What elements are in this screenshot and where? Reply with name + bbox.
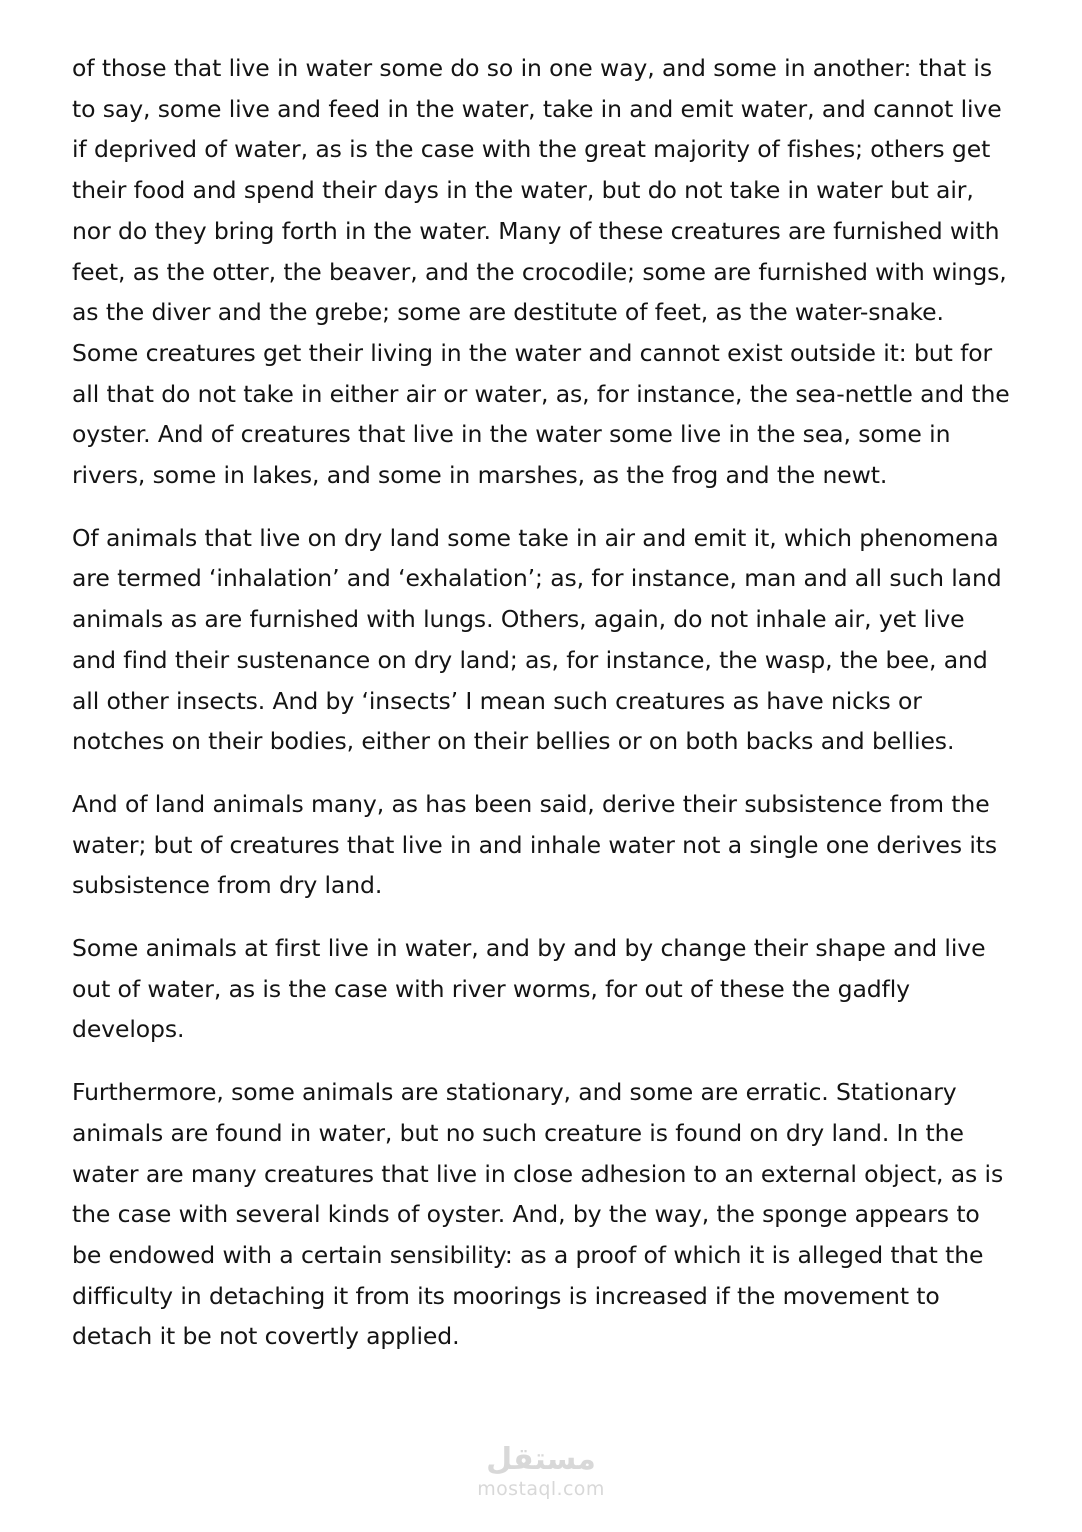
paragraph: Some animals at first live in water, and by and by change their shape and live out of water, as is the case with river worms, for out of these the gadfly develops. [72, 934, 986, 1044]
paragraph: Of animals that live on dry land some take in air and emit it, which phenomena are termed ‘inhalation’ and ‘exhalation’; as, for instance, man and all such land animals as are furnished with lungs. Others, again, do not inhale air, yet live and find their sustenance on dry land; as, for instance, the wasp, the bee, and all other insects. And by ‘insects’ I mean such creatures as have nicks or notches on their bodies, either on their bellies or on both backs and bellies. [72, 523, 1002, 756]
watermark [0, 1443, 1082, 1502]
watermark-logo-text: مستقل [486, 1441, 596, 1477]
paragraph: of those that live in water some do so in one way, and some in another: that is to say, some live and feed in the water, take in and emit water, and cannot live if deprived of water, as is the case with the great majority of fishes; others get their food and spend their days in the water, but do not take in water but air, nor do they bring forth in the water. Many of these creatures are furnished with feet, as the otter, the beaver, and the crocodile; some are furnished with wings, as the diver and the grebe; some are destitute of feet, as the water-snake. Some creatures get their living in the water and cannot exist outside it: but for all that do not take in either air or water, as, for instance, the sea-nettle and the oyster. And of creatures that live in the water some live in the sea, some in rivers, some in lakes, and some in marshes, as the frog and the newt. [72, 54, 1010, 490]
paragraph: And of land animals many, as has been said, derive their subsistence from the water; but of creatures that live in and inhale water not a single one derives its subsistence from dry land. [72, 789, 998, 900]
watermark-domain: mostaql.com [477, 1478, 605, 1501]
paragraph: Furthermore, some animals are stationary, and some are erratic. Stationary animals are found in water, but no such creature is found on dry land. In the water are many creatures that live in close adhesion to an external object, as is the case with several kinds of oyster. And, by the way, the sponge appears to be endowed with a certain sensibility: as a proof of which it is alleged that the difficulty in detaching it from its moorings is increased if the movement to detach it be not covertly applied. [72, 1078, 1004, 1351]
